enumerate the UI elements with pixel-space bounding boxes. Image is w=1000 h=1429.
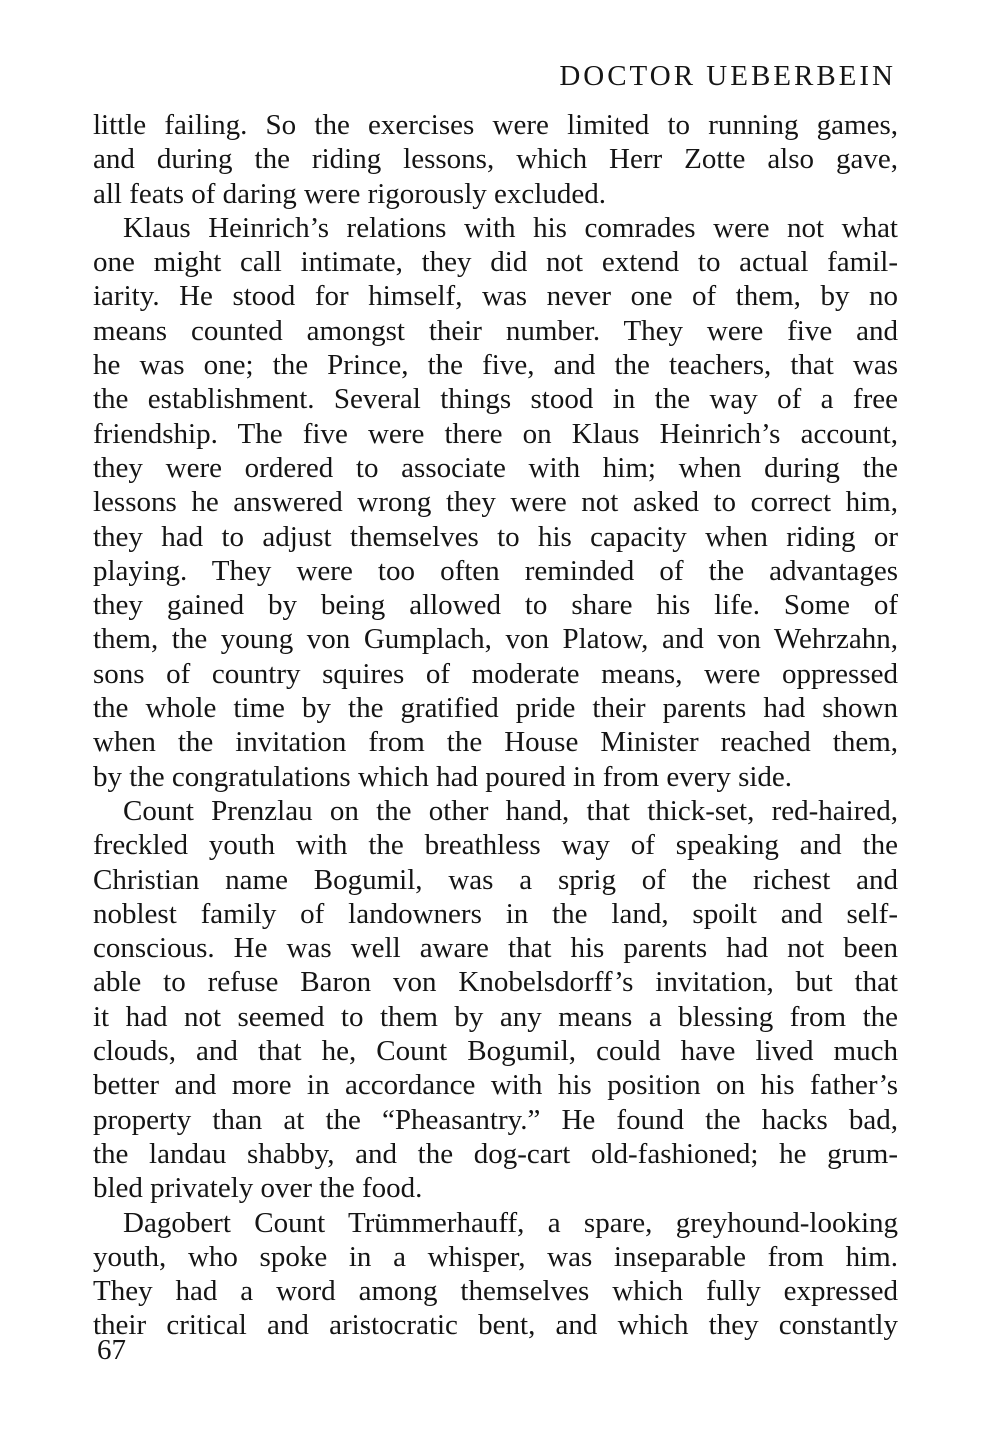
text-line: conscious. He was well aware that his parents had not been (93, 932, 898, 965)
text-line: clouds, and that he, Count Bogumil, could have lived much (93, 1035, 898, 1068)
text-line: property than at the “Pheasantry.” He found the hacks bad, (93, 1103, 898, 1136)
text-line: sons of country squires of moderate means, were oppressed (93, 657, 898, 690)
paragraph (93, 211, 898, 794)
text-line: their critical and aristocratic bent, and which they constantly (93, 1309, 898, 1342)
text-line: bled privately over the food. (93, 1172, 423, 1205)
text-line: they gained by being allowed to share his life. Some of (93, 589, 898, 622)
text-line: lessons he answered wrong they were not asked to correct him, (93, 486, 898, 519)
page-number: 67 (97, 1334, 126, 1366)
text-line: youth, who spoke in a whisper, was inseparable from him. (93, 1240, 898, 1273)
paragraph (93, 794, 898, 1206)
text-line: playing. They were too often reminded of the advantages (93, 554, 898, 587)
running-head: DOCTOR UEBERBEIN (559, 60, 896, 92)
text-line: the establishment. Several things stood in the way of a free (93, 383, 898, 416)
paragraph (93, 1206, 898, 1343)
text-line: friendship. The five were there on Klaus Heinrich’s account, (93, 417, 898, 450)
text-line: means counted amongst their number. They were five and (93, 314, 898, 347)
text-line: they had to adjust themselves to his capacity when riding or (93, 520, 898, 553)
text-line: the landau shabby, and the dog-cart old-fashioned; he grum- (93, 1137, 898, 1170)
paragraph (93, 108, 898, 211)
text-line: one might call intimate, they did not extend to actual famil- (93, 246, 898, 279)
text-line: little failing. So the exercises were limited to running games, (93, 109, 898, 141)
text-line: Count Prenzlau on the other hand, that thick-set, red-haired, (123, 794, 898, 827)
text-line: able to refuse Baron von Knobelsdorff’s invitation, but that (93, 966, 898, 999)
text-line: freckled youth with the breathless way of speaking and the (93, 829, 898, 862)
text-line: Klaus Heinrich’s relations with his comrades were not what (123, 211, 898, 244)
body-text (93, 108, 898, 1343)
text-line: iarity. He stood for himself, was never one of them, by no (93, 280, 898, 313)
text-line: when the invitation from the House Minister reached them, (93, 726, 898, 759)
text-line: they were ordered to associate with him; when during the (93, 451, 898, 484)
text-line: he was one; the Prince, the five, and the teachers, that was (93, 349, 898, 382)
text-line: and during the riding lessons, which Herr Zotte also gave, (93, 143, 898, 176)
text-line: by the congratulations which had poured in from every side. (93, 760, 793, 793)
text-line: Dagobert Count Trümmerhauff, a spare, greyhound-looking (123, 1206, 898, 1239)
text-line: better and more in accordance with his position on his father’s (93, 1069, 898, 1102)
text-line: Christian name Bogumil, was a sprig of the richest and (93, 863, 898, 896)
text-line: the whole time by the gratified pride their parents had shown (93, 692, 898, 725)
text-line: all feats of daring were rigorously excluded. (93, 177, 606, 210)
text-line: They had a word among themselves which fully expressed (93, 1275, 898, 1308)
text-line: noblest family of landowners in the land, spoilt and self- (93, 897, 898, 930)
text-line: them, the young von Gumplach, von Platow, and von Wehrzahn, (93, 623, 898, 656)
text-line: it had not seemed to them by any means a blessing from the (93, 1000, 898, 1033)
